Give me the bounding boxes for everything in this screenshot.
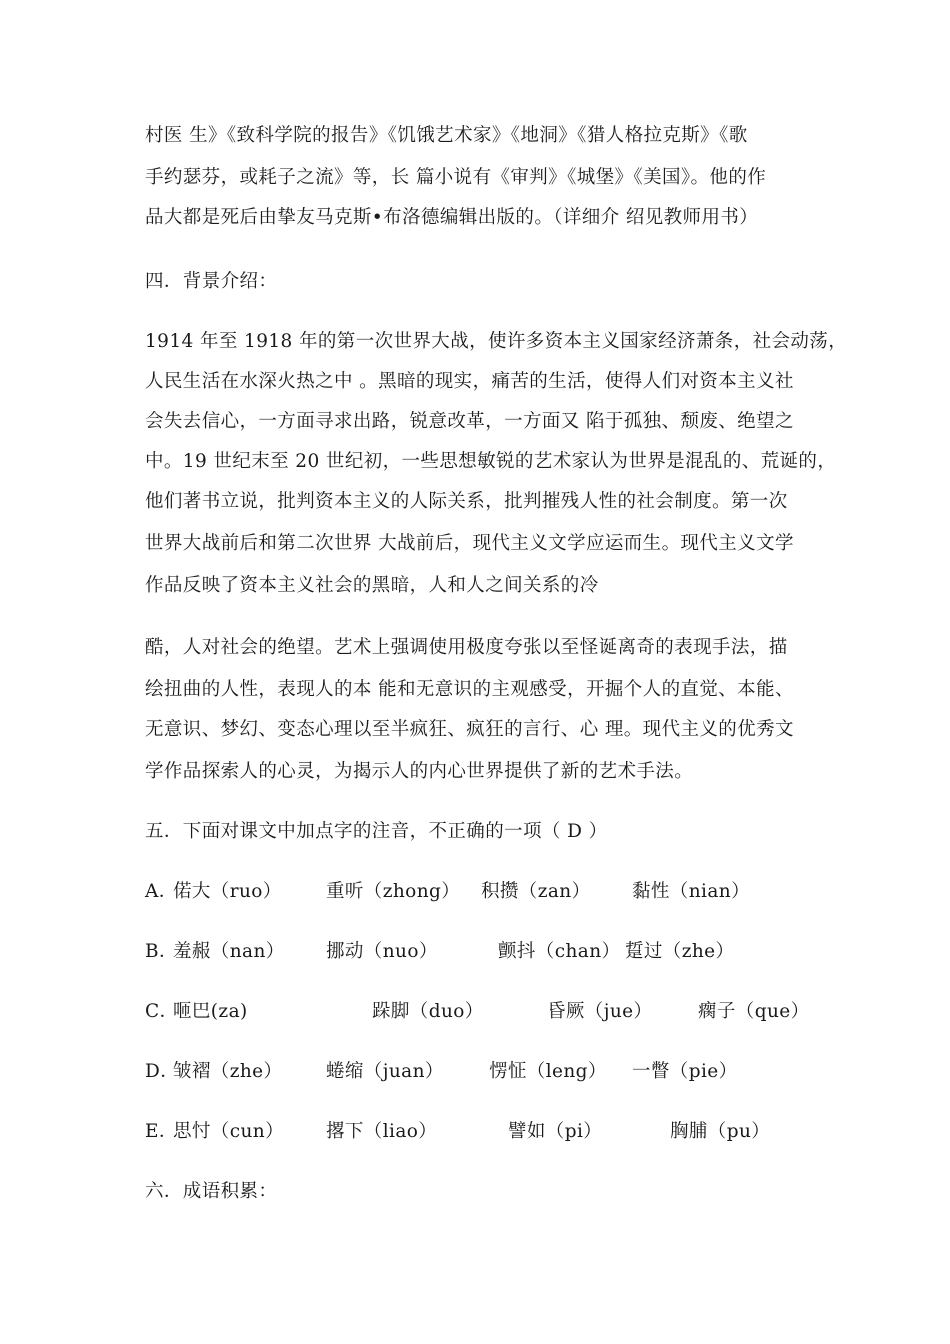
option-item: 昏厥（jue） xyxy=(547,1001,653,1022)
intro-line: 品大都是死后由挚友马克斯•布洛德编辑出版的。（详细介 绍见教师用书） xyxy=(145,207,759,228)
option-item: 思忖（cun） xyxy=(173,1121,284,1142)
option-item: 譬如（pi） xyxy=(508,1121,603,1142)
option-item: 重听（zhong） xyxy=(326,881,461,902)
option-item: 蜷缩（juan） xyxy=(326,1061,444,1082)
paragraph-line: 中。19 世纪末至 20 世纪初，一些思想敏锐的艺术家认为世界是混乱的、荒诞的， xyxy=(145,451,837,472)
section-heading: 六．成语积累： xyxy=(145,1181,278,1202)
paragraph-line: 绘扭曲的人性，表现人的本 能和无意识的主观感受，开掘个人的直觉、本能、 xyxy=(145,679,794,700)
option-letter: A． xyxy=(145,881,178,902)
paragraph-line: 会失去信心，一方面寻求出路，锐意改革，一方面又 陷于孤独、颓废、绝望之 xyxy=(145,411,794,432)
section-heading: 四．背景介绍： xyxy=(145,271,278,292)
option-item: 偌大（ruo） xyxy=(173,881,282,902)
paragraph-line: 他们著书立说，批判资本主义的人际关系，批判摧残人性的社会制度。第一次 xyxy=(145,491,788,512)
paragraph-line: 作品反映了资本主义社会的黑暗，人和人之间关系的冷 xyxy=(145,575,599,596)
paragraph-line: 人民生活在水深火热之中 。黑暗的现实，痛苦的生活，使得人们对资本主义社 xyxy=(145,371,794,392)
option-item: 愣怔（leng） xyxy=(489,1061,607,1082)
option-item: 积攒（zan） xyxy=(481,881,591,902)
option-item: 皱褶（zhe） xyxy=(173,1061,283,1082)
paragraph-line: 酷，人对社会的绝望。艺术上强调使用极度夸张以至怪诞离奇的表现手法，描 xyxy=(145,637,788,658)
option-item: 踅过（zhe） xyxy=(625,941,735,962)
option-item: 羞赧（nan） xyxy=(173,941,285,962)
option-item: 颤抖（chan） xyxy=(498,941,621,962)
question-text: 五．下面对课文中加点字的注音，不正确的一项（ D ） xyxy=(145,821,608,842)
option-letter: B． xyxy=(145,941,178,962)
option-letter: D． xyxy=(145,1061,180,1082)
option-item: 跺脚（duo） xyxy=(372,1001,484,1022)
option-letter: C． xyxy=(145,1001,179,1022)
option-item: 撂下（liao） xyxy=(326,1121,438,1142)
option-item: 黏性（nian） xyxy=(632,881,750,902)
option-item: 挪动（nuo） xyxy=(326,941,438,962)
paragraph-line: 无意识、梦幻、变态心理以至半疯狂、疯狂的言行、心 理。现代主义的优秀文 xyxy=(145,719,794,740)
intro-line: 手约瑟芬，或耗子之流》等，长 篇小说有《审判》《城堡》《美国》。他的作 xyxy=(145,167,767,188)
option-item: 咂巴(za) xyxy=(173,1001,248,1022)
option-item: 瘸子（que） xyxy=(698,1001,810,1022)
option-item: 胸脯（pu） xyxy=(670,1121,771,1142)
intro-line: 村医 生》《致科学院的报告》《饥饿艺术家》《地洞》《猎人格拉克斯》《歌 xyxy=(145,125,748,146)
option-letter: E． xyxy=(145,1121,178,1142)
paragraph-line: 学作品探索人的心灵，为揭示人的内心世界提供了新的艺术手法。 xyxy=(145,761,694,782)
paragraph-line: 1914 年至 1918 年的第一次世界大战，使许多资本主义国家经济萧条，社会动荡， xyxy=(145,331,848,352)
option-item: 一瞥（pie） xyxy=(632,1061,738,1082)
paragraph-line: 世界大战前后和第二次世界 大战前后，现代主义文学应运而生。现代主义文学 xyxy=(145,533,794,554)
